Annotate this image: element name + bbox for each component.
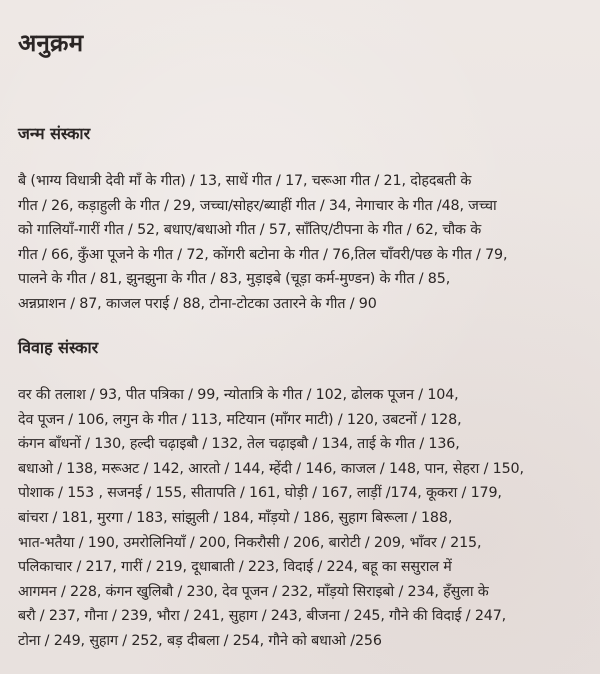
index-line: बधाओ / 138, मरूअट / 142, आरतो / 144, म्हेंदी / 146, काजल / 148, पान, सेहरा / 150, xyxy=(18,460,524,477)
index-line: गीत / 66, कुँआ पूजने के गीत / 72, कोंगरी बटोना के गीत / 76,तिल चाँवरी/पछ के गीत / 79, xyxy=(18,246,508,263)
index-line: पोशाक / 153 , सजनई / 155, सीतापति / 161, घोड़ी / 167, लाड़ीं /174, कूकरा / 179, xyxy=(18,485,502,502)
index-line: बांचरा / 181, मुरगा / 183, सांझुली / 184, माँड़यो / 186, सुहाग बिरूला / 188, xyxy=(18,509,453,526)
janma-sanskar-heading: जन्म संस्कार xyxy=(18,124,91,143)
vivah-sanskar-heading: विवाह संस्कार xyxy=(18,338,99,357)
index-line: को गालियाँ-गारीं गीत / 52, बधाए/बधाओ गीत / 57, साँतिए/टीपना के गीत / 62, चौक के xyxy=(18,222,482,239)
index-line: टोना / 249, सुहाग / 252, बड़ दीबला / 254, गौने को बधाओ /256 xyxy=(18,632,382,649)
index-line: आगमन / 228, कंगन खुलिबौ / 230, देव पूजन / 232, माँड़यो सिराइबो / 234, हँसुला के xyxy=(18,583,489,600)
index-line: अन्नप्राशन / 87, काजल पराई / 88, टोना-टोटका उतारने के गीत / 90 xyxy=(18,295,377,312)
vivah-sanskar-index xyxy=(18,383,584,654)
index-line: पलिकाचार / 217, गारीं / 219, दूधाबाती / 223, विदाई / 224, बहू का ससुराल में xyxy=(18,559,452,576)
index-line: कंगन बाँधनों / 130, हल्दी चढ़ाइबौ / 132, तेल चढ़ाइबौ / 134, ताई के गीत / 136, xyxy=(18,436,460,453)
index-line: बरौ / 237, गौना / 239, भौरा / 241, सुहाग / 243, बीजना / 245, गौने की विदाई / 247, xyxy=(18,608,507,625)
index-line: देव पूजन / 106, लगुन के गीत / 113, मटियान (माँगर माटी) / 120, उबटनों / 128, xyxy=(18,411,462,428)
janma-sanskar-index xyxy=(18,169,584,317)
index-line: पालने के गीत / 81, झुनझुना के गीत / 83, मुड़ाइबे (चूड़ा कर्म-मुण्डन) के गीत / 85, xyxy=(18,271,451,288)
index-line: बै (भाग्य विधात्री देवी माँ के गीत) / 13, साधें गीत / 17, चरूआ गीत / 21, दोहदबती के xyxy=(18,173,472,189)
index-line: वर की तलाश / 93, पीत पत्रिका / 99, न्योतात्रि के गीत / 102, ढोलक पूजन / 104, xyxy=(18,387,459,403)
page-title: अनुक्रम xyxy=(18,29,84,57)
index-line: गीत / 26, कड़ाहुली के गीत / 29, जच्चा/सोहर/ब्याहीं गीत / 34, नेगाचार के गीत /48, जच्चा xyxy=(18,197,497,214)
index-line: भात-भतैया / 190, उमरोलिनियाँ / 200, निकरौसी / 206, बारोटी / 209, भाँवर / 215, xyxy=(18,534,482,551)
